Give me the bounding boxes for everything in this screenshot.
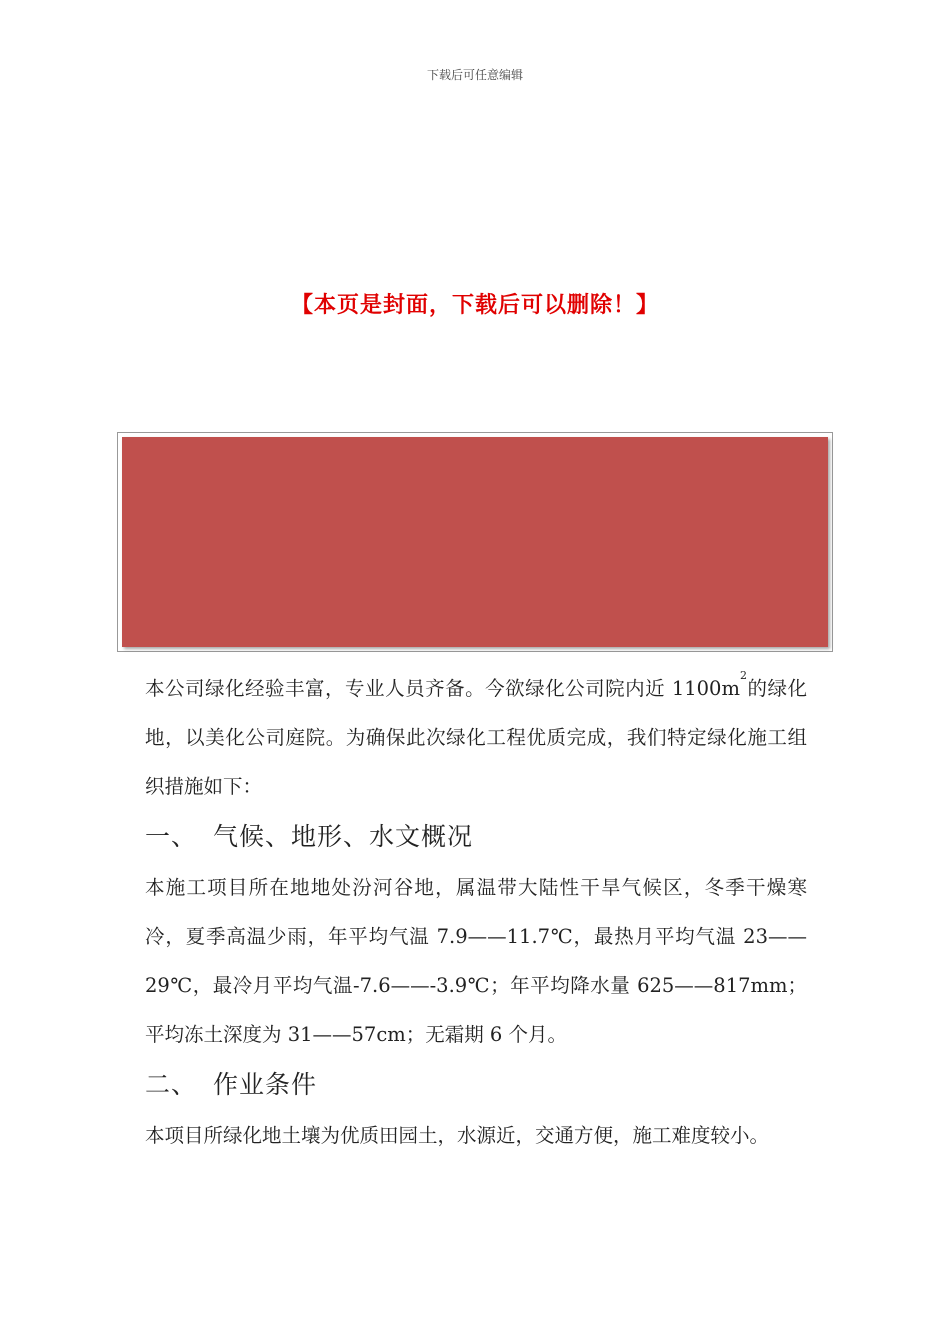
section-heading-climate (145, 811, 807, 863)
cover-banner (122, 437, 828, 647)
document-body (145, 664, 807, 1160)
section-body-conditions: 本项目所绿化地土壤为优质田园土，水源近，交通方便，施工难度较小。 (145, 1124, 770, 1147)
intro-text: 本公司绿化经验丰富，专业人员齐备。今欲绿化公司院内近 1100m (145, 677, 740, 700)
section-heading-conditions (145, 1059, 807, 1111)
intro-paragraph (145, 664, 807, 811)
page-header-note: 下载后可任意编辑 (426, 68, 523, 82)
section-number: 二、 (145, 1070, 198, 1099)
cover-banner-frame (117, 432, 833, 652)
area-superscript: 2 (739, 669, 747, 682)
section-title: 气候、地形、水文概况 (213, 822, 474, 851)
intro-text-continued: 的绿化地，以美化公司庭院。为确保此次绿化工程优质完成，我们特定绿化施工组织措施如下： (145, 677, 807, 798)
cover-notice: 【本页是封面，下载后可以删除！】 (290, 293, 659, 318)
section-title: 作业条件 (213, 1070, 318, 1099)
section-body-climate: 本施工项目所在地地处汾河谷地，属温带大陆性干旱气候区，冬季干燥寒冷，夏季高温少雨，年平均气温 7.9——11.7℃，最热月平均气温 23——29℃，最冷月平均气温-7.6——-3.9℃；年平均降水量 625——817mm；平均冻土深度为 31——57cm；无霜期 6 个月。 (145, 876, 807, 1046)
section-number: 一、 (145, 822, 198, 851)
